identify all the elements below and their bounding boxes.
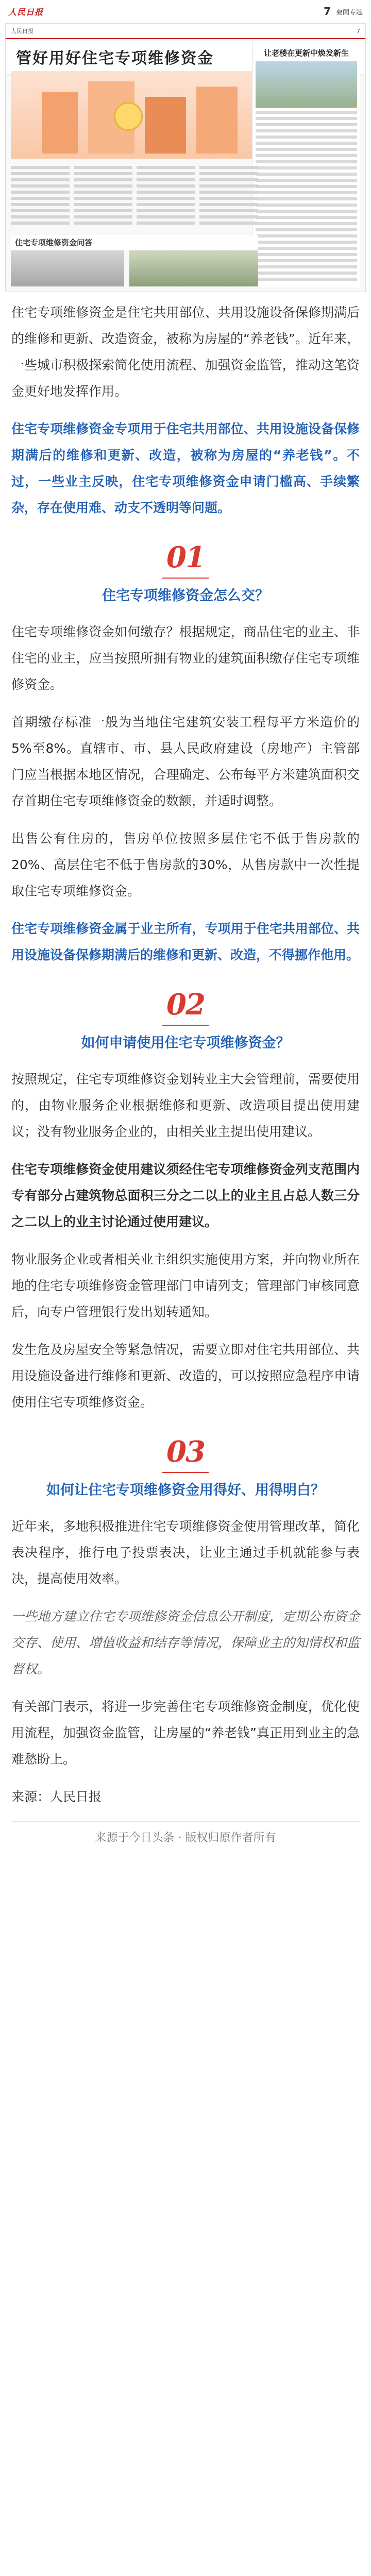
section-number: 01	[166, 540, 205, 574]
logo[interactable]: 人民日报	[8, 7, 44, 17]
page-number: 7	[324, 5, 331, 18]
coin-icon	[114, 102, 143, 131]
intro-paragraph: 住宅专项维修资金专项用于住宅共用部位、共用设施设备保修期满后的维修和更新、改造，被称为房屋的“养老钱”。不过，一些业主反映，住宅专项维修资金申请门槛高、手续繁杂，存在使用难、动支不透明等问题。	[11, 421, 360, 515]
newspaper-page-image	[5, 23, 366, 292]
top-bar	[0, 0, 371, 23]
section-title: 住宅专项维修资金怎么交？	[102, 588, 269, 604]
paragraph: 有关部门表示，将进一步完善住宅专项维修资金制度，优化使用流程，加强资金监管，让房屋的“养老钱”真正用到业主的急难愁盼上。	[11, 1699, 360, 1767]
section-header	[11, 540, 360, 606]
channel-label[interactable]: 要闻专题	[335, 8, 363, 16]
paragraph: 一些地方建立住宅专项维修资金信息公开制度，定期公布资金交存、使用、增值收益和结存等情况，保障业主的知情权和监督权。	[11, 1609, 360, 1676]
paragraph: 按照规定，住宅专项维修资金划转业主大会管理前，需要使用的，由物业服务企业根据维修和更新、改造项目提出使用建议；没有物业服务企业的，由相关业主提出使用建议。	[11, 1072, 360, 1139]
footer: 来源于今日头条 · 版权归原作者所有	[11, 1821, 360, 1845]
paragraph: 物业服务企业或者相关业主组织实施使用方案，并向物业所在地的住宅专项维修资金管理部门申请列支；管理部门审核同意后，向专户管理银行发出划转通知。	[11, 1252, 360, 1319]
masthead-page: 7	[357, 27, 360, 35]
newspaper-subhead: 住宅专项维修资金问答	[11, 235, 258, 250]
article-body	[0, 292, 371, 1855]
masthead-logo: 人民日报	[11, 28, 33, 35]
top-bar-right	[324, 5, 363, 18]
paragraph: 发生危及房屋安全等紧急情况，需要立即对住宅共用部位、共用设施设备进行维修和更新、改造的，可以按照应急程序申请使用住宅专项维修资金。	[11, 1342, 360, 1410]
headline: 管好用好住宅专项维修资金	[6, 39, 365, 75]
section-header	[11, 988, 360, 1054]
paragraph: 出售公有住房的，售房单位按照多层住宅不低于售房款的20%、高层住宅不低于售房款的30%，从售房款中一次性提取住宅专项维修资金。	[11, 831, 360, 899]
paragraph: 住宅专项维修资金如何缴存？根据规定，商品住宅的业主、非住宅的业主，应当按照所拥有物业的建筑面积缴存住宅专项维修资金。	[11, 624, 360, 692]
intro-paragraph: 住宅专项维修资金是住宅共用部位、共用设施设备保修期满后的维修和更新、改造资金，被称为房屋的“养老钱”。近年来，一些城市积极探索简化使用流程、加强资金监管，推动这笔资金更好地发挥作用。	[11, 305, 360, 399]
illustration	[11, 71, 253, 159]
sidebar-title: 让老楼在更新中焕发新生	[263, 48, 349, 58]
section-number: 02	[166, 988, 205, 1022]
section-title: 如何申请使用住宅专项维修资金？	[81, 1035, 290, 1051]
section-title: 如何让住宅专项维修资金用得好、用得明白？	[46, 1482, 325, 1498]
section-number: 03	[166, 1435, 205, 1469]
paragraph: 首期缴存标准一般为当地住宅建筑安装工程每平方米造价的5%至8%。直辖市、市、县人民政府建设（房地产）主管部门应当根据本地区情况，合理确定、公布每平方米建筑面积交存首期住宅专项维修资金的数额，并适时调整。	[11, 715, 360, 808]
paragraph: 住宅专项维修资金使用建议须经住宅专项维修资金列支范围内专有部分占建筑物总面积三分之二以上的业主且占总人数三分之二以上的业主讨论通过使用建议。	[11, 1162, 360, 1229]
newspaper-sidebar	[252, 41, 360, 287]
paragraph: 近年来，多地积极推进住宅专项维修资金使用管理改革，简化表决程序，推行电子投票表决，让业主通过手机就能参与表决，提高使用效率。	[11, 1519, 360, 1586]
masthead	[6, 24, 365, 39]
newspaper-photo	[11, 250, 124, 286]
source-line: 来源：人民日报	[11, 1789, 102, 1804]
newspaper-photo	[129, 250, 258, 286]
paragraph: 住宅专项维修资金属于业主所有，专项用于住宅共用部位、共用设施设备保修期满后的维修和更新、改造，不得挪作他用。	[11, 921, 360, 962]
section-header	[11, 1435, 360, 1501]
sidebar-photo	[256, 61, 357, 108]
newspaper-columns	[11, 163, 258, 228]
